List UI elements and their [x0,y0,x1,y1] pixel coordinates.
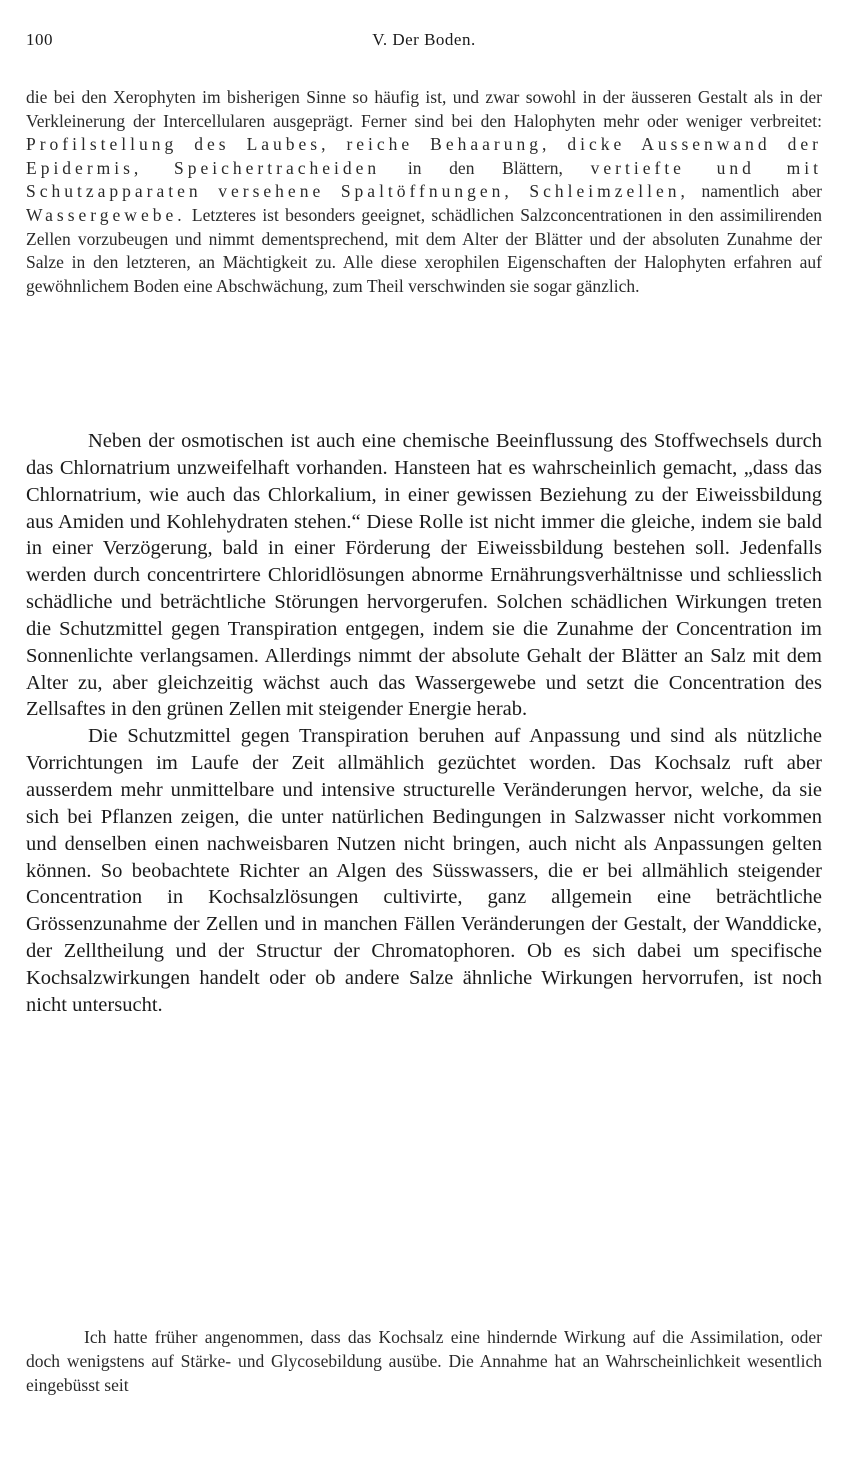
spaced-emphasis: vertiefte und mit Schutzapparaten versehene Spaltöffnungen, Schleimzellen, [26,157,822,202]
paragraph-chemical-influence: Neben der osmotischen ist auch eine chemische Beeinflussung des Stoffwechsels durch das Chlornatrium unzweifelhaft vorhanden. Hansteen hat es wahrscheinlich gemacht, „dass das Chlornatrium, wie auch das Chlorkalium, in einer gewissen Beziehung zu der Eiweissbildung aus Amiden und Kohlehydraten stehen.“ Diese Rolle ist nicht immer die gleiche, indem sie bald in einer Verzögerung, bald in einer Förderung der Eiweissbildung bestehen soll. Jedenfalls werden durch concentrirtere Chloridlösungen abnorme Ernährungsverhältnisse und schliesslich schädliche und beträchtliche Störungen hervorgerufen. Solchen schädlichen Wirkungen treten die Schutzmittel gegen Transpiration entgegen, indem sie die Zunahme der Concentration im Sonnenlichte verlangsamen. Allerdings nimmt der absolute Gehalt der Blätter an Salz mit dem Alter zu, aber gleichzeitig wächst auch das Wassergewebe und setzt die Concentration des Zellsaftes in den grünen Zellen mit steigender Energie herab. [26,430,822,721]
text-run: namentlich aber [688,181,822,202]
paragraph-assimilation: Ich hatte früher angenommen, dass das Kochsalz eine hindernde Wirkung auf die Assimilation, oder doch wenigstens auf Stärke- und Glycosebildung ausübe. Die Annahme hat an Wahrscheinlichkeit wesentlich eingebüsst seit [26,1327,822,1395]
closing-paragraph [26,1325,822,1397]
text-run: die bei den Xerophyten im bisherigen Sinne so häufig ist, und zwar sowohl in der äusseren Gestalt als in der Verkleinerung der Intercellularen ausgeprägt. Ferner sind bei den Halophyten mehr oder weniger verbreitet: [26,87,822,131]
paragraph-text [26,86,822,298]
page-number: 100 [26,30,53,49]
text-run: in den Blättern, [380,157,591,178]
paragraph-protective-means: Die Schutzmittel gegen Transpiration beruhen auf Anpassung und sind als nützliche Vorrichtungen im Laufe der Zeit allmählich gezüchtet worden. Das Kochsalz ruft aber ausserdem mehr unmittelbare und intensive structurelle Veränderungen hervor, welche, da sie sich bei Pflanzen zeigen, die unter natürlichen Bedingungen in Salzwasser nicht vorkommen und denselben einen nachweisbaren Nutzen nicht bringen, auch nicht als Anpassungen gelten können. So beobachtete Richter an Algen des Süsswassers, die er bei allmählich steigender Concentration in Kochsalzlösungen cultivirte, ganz allgemein eine beträchtliche Grössenzunahme der Zellen und in manchen Fällen Veränderungen der Gestalt, der Wanddicke, der Zelltheilung und der Structur der Chromatophoren. Ob es sich dabei um specifische Kochsalzwirkungen handelt oder ob andere Salze ähnliche Wirkungen hervorrufen, ist noch nicht untersucht. [26,725,822,1016]
spaced-emphasis: Profilstellung des Laubes, reiche Behaarung, dicke Aussenwand der Epidermis, Speichertracheiden [26,134,822,178]
main-text [26,428,822,1019]
running-head: V. Der Boden. [372,30,476,49]
text-run: Letzteres ist besonders geeignet, schädlichen Salzconcentrationen in den assimilirenden Zellen vorzubeugen und nimmt dementsprechend, mit dem Alter der Blätter und der absoluten Zunahme der Salze in den letzteren, an Mächtigkeit zu. Alle diese xerophilen Eigenschaften der Halophyten erfahren auf gewöhnlichem Boden eine Abschwächung, zum Theil verschwinden sie sogar gänzlich. [26,204,822,296]
page-header [26,30,822,54]
spaced-emphasis: Wassergewebe. [26,204,186,225]
intro-paragraph [26,86,822,298]
